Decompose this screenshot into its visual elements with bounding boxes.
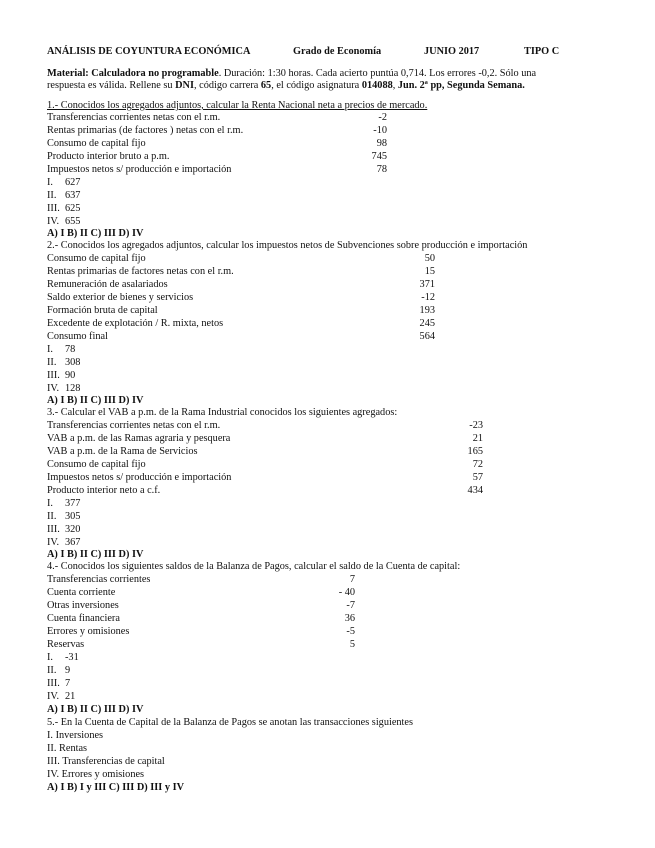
q4-row: Cuenta corriente - 40 xyxy=(47,587,355,598)
question-4-text: 4.- Conocidos los siguientes saldos de la Balanza de Pagos, calcular el saldo de la Cuenta de capital: xyxy=(47,561,461,572)
q4-option: II. 9 xyxy=(47,665,71,676)
q4-row: Transferencias corrientes 7 xyxy=(47,574,355,585)
q1-row: Producto interior bruto a p.m. 745 xyxy=(47,151,387,162)
q3-option: III. 320 xyxy=(47,524,81,535)
q1-option: II. 637 xyxy=(47,190,81,201)
exam-type: TIPO C xyxy=(524,46,560,57)
q1-answer-choices[interactable]: A) I B) II C) III D) IV xyxy=(47,228,144,239)
q2-option: IV. 128 xyxy=(47,383,81,394)
q5-item: III. Transferencias de capital xyxy=(47,756,165,767)
q3-option: I. 377 xyxy=(47,498,81,509)
question-3-text: 3.- Calcular el VAB a p.m. de la Rama Industrial conocidos los siguientes agregados: xyxy=(47,407,398,418)
q2-row: Remuneración de asalariados 371 xyxy=(47,279,435,290)
instructions-line-1: Material: Calculadora no programable. Duración: 1:30 horas. Cada acierto puntúa 0,714. Los errores -0,2. Sólo una xyxy=(47,68,537,79)
q1-option: IV. 655 xyxy=(47,216,81,227)
q1-option: I. 627 xyxy=(47,177,81,188)
question-1-text: 1.- Conocidos los agregados adjuntos, calcular la Renta Nacional neta a precios de mercado. xyxy=(47,100,428,111)
q4-option: IV. 21 xyxy=(47,691,76,702)
exam-title: ANÁLISIS DE COYUNTURA ECONÓMICA xyxy=(47,46,251,57)
q2-option: III. 90 xyxy=(47,370,76,381)
question-5-text: 5.- En la Cuenta de Capital de la Balanza de Pagos se anotan las transacciones siguientes xyxy=(47,717,413,728)
q1-row: Transferencias corrientes netas con el r.m. -2 xyxy=(47,112,387,123)
q4-option: I. -31 xyxy=(47,652,79,663)
exam-header xyxy=(0,46,655,58)
q2-row: Consumo final 564 xyxy=(47,331,435,342)
q1-row: Consumo de capital fijo 98 xyxy=(47,138,387,149)
q3-row: Transferencias corrientes netas con el r.m. -23 xyxy=(47,420,483,431)
q2-row: Rentas primarias de factores netas con el r.m. 15 xyxy=(47,266,435,277)
q1-row: Rentas primarias (de factores ) netas con el r.m. -10 xyxy=(47,125,387,136)
q3-row: Impuestos netos s/ producción e importación 57 xyxy=(47,472,483,483)
q3-row: VAB a p.m. de la Rama de Servicios 165 xyxy=(47,446,483,457)
q5-item: IV. Errores y omisiones xyxy=(47,769,145,780)
q5-item: I. Inversiones xyxy=(47,730,104,741)
q3-answer-choices[interactable]: A) I B) II C) III D) IV xyxy=(47,549,144,560)
q2-row: Consumo de capital fijo 50 xyxy=(47,253,435,264)
q4-row: Reservas 5 xyxy=(47,639,355,650)
exam-date: JUNIO 2017 xyxy=(424,46,480,57)
q2-answer-choices[interactable]: A) I B) II C) III D) IV xyxy=(47,395,144,406)
degree-name: Grado de Economía xyxy=(293,46,382,57)
q4-answer-choices[interactable]: A) I B) II C) III D) IV xyxy=(47,704,144,715)
q2-option: II. 308 xyxy=(47,357,81,368)
q5-answer-choices[interactable]: A) I B) I y III C) III D) III y IV xyxy=(47,782,185,793)
q4-row: Errores y omisiones -5 xyxy=(47,626,355,637)
q4-row: Cuenta financiera 36 xyxy=(47,613,355,624)
q3-option: II. 305 xyxy=(47,511,81,522)
q2-option: I. 78 xyxy=(47,344,76,355)
question-2-text: 2.- Conocidos los agregados adjuntos, calcular los impuestos netos de Subvenciones sobre producción e importación xyxy=(47,240,528,251)
q2-row: Formación bruta de capital 193 xyxy=(47,305,435,316)
q5-item: II. Rentas xyxy=(47,743,88,754)
q4-row: Otras inversiones -7 xyxy=(47,600,355,611)
q3-row: Consumo de capital fijo 72 xyxy=(47,459,483,470)
q1-row: Impuestos netos s/ producción e importación 78 xyxy=(47,164,387,175)
q2-row: Saldo exterior de bienes y servicios -12 xyxy=(47,292,435,303)
q4-option: III. 7 xyxy=(47,678,71,689)
q3-row: VAB a p.m. de las Ramas agraria y pesquera 21 xyxy=(47,433,483,444)
q2-row: Excedente de explotación / R. mixta, netos 245 xyxy=(47,318,435,329)
q3-option: IV. 367 xyxy=(47,537,81,548)
q1-option: III. 625 xyxy=(47,203,81,214)
q3-row: Producto interior neto a c.f. 434 xyxy=(47,485,483,496)
instructions-line-2: respuesta es válida. Rellene su DNI, código carrera 65, el código asignatura 014088, Jun. 2ª pp, Segunda Semana. xyxy=(47,80,525,91)
